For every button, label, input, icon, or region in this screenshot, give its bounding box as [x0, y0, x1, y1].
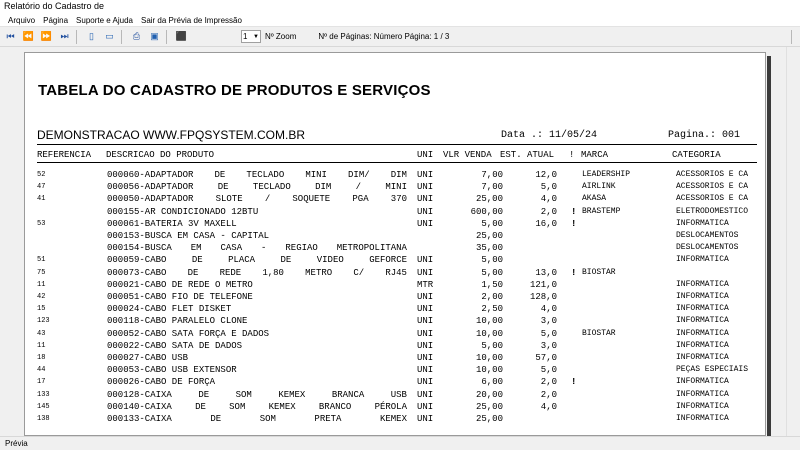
toolbar [0, 27, 800, 47]
cell-referencia: 133 [37, 390, 50, 399]
cell-uni: UNI [417, 389, 434, 400]
zoom-value: 1 [243, 32, 248, 41]
cell-categoria: INFORMATICA [676, 316, 729, 326]
cell-vlr-venda: 5,00 [481, 218, 503, 229]
cell-referencia: 51 [37, 256, 46, 265]
table-row [25, 303, 766, 315]
cell-descricao: 000053-CABO USB EXTENSOR [107, 365, 237, 376]
cell-categoria: INFORMATICA [676, 292, 729, 301]
cell-marca: BIOSTAR [582, 267, 616, 277]
cell-vlr-venda: 7,00 [481, 170, 503, 180]
cell-categoria: INFORMATICA [676, 353, 729, 362]
cell-categoria: INFORMATICA [676, 255, 729, 265]
cell-vlr-venda: 25,00 [475, 414, 503, 424]
cell-vlr-venda: 35,00 [475, 243, 503, 254]
cell-uni: UNI [417, 304, 434, 315]
cell-vlr-venda: 5,00 [481, 267, 503, 278]
first-page-icon[interactable]: ⏮ [6, 31, 15, 41]
export-icon[interactable]: ▣ [150, 31, 159, 41]
cell-categoria: INFORMATICA [676, 340, 729, 350]
cell-categoria: ACESSORIOS E CA [676, 170, 749, 179]
cell-est-atual: 5,0 [540, 365, 557, 376]
cell-descricao: 000050-ADAPTADOR SLOTE / SOQUETE PGA 370 [107, 194, 407, 205]
cell-vlr-venda: 10,00 [475, 365, 503, 376]
table-row [25, 169, 766, 181]
table-row [25, 279, 766, 291]
cell-est-atual: 12,0 [535, 170, 557, 180]
cell-vlr-venda: 10,00 [475, 353, 503, 363]
cell-referencia: 52 [37, 171, 46, 179]
cell-categoria: ACESSORIOS E CA [676, 182, 749, 192]
cell-uni: UNI [417, 292, 434, 302]
cell-uni: UNI [417, 206, 434, 217]
cell-descricao: 000022-CABO SATA DE DADOS [107, 340, 243, 351]
header-top-rule [37, 144, 757, 145]
cell-vlr-venda: 25,00 [475, 401, 503, 412]
col-est-atual: EST. ATUAL [500, 150, 555, 160]
cell-marca: AIRLINK [582, 182, 616, 192]
preview-area[interactable] [0, 47, 800, 436]
cell-est-atual: 128,0 [529, 292, 557, 302]
page-width-icon[interactable]: ▭ [105, 31, 114, 41]
cell-descricao: 000073-CABO DE REDE 1,80 METRO C/ RJ45 [107, 267, 407, 278]
menu-bar [0, 14, 800, 27]
cell-descricao: 000021-CABO DE REDE O METRO [107, 279, 253, 290]
cell-flag: ! [571, 218, 577, 229]
cell-categoria: DESLOCAMENTOS [676, 231, 739, 240]
cell-est-atual: 2,0 [540, 389, 557, 400]
report-page [24, 52, 766, 436]
col-vlr-venda: VLR VENDA [443, 150, 492, 160]
cell-flag: ! [571, 377, 577, 388]
cell-est-atual: 4,0 [540, 401, 557, 412]
cell-est-atual: 5,0 [540, 182, 557, 193]
cell-categoria: INFORMATICA [676, 328, 729, 338]
cell-vlr-venda: 5,00 [481, 340, 503, 351]
menu-arquivo[interactable]: Arquivo [8, 16, 36, 25]
cell-est-atual: 121,0 [529, 279, 557, 290]
cell-uni: UNI [417, 194, 434, 205]
cell-vlr-venda: 25,00 [475, 194, 503, 205]
cell-uni: UNI [417, 328, 434, 339]
cell-uni: UNI [417, 255, 434, 266]
cell-uni: UNI [417, 316, 434, 327]
cell-referencia: 11 [37, 280, 46, 289]
page-info: Nº de Páginas: Número Página: 1 / 3 [318, 32, 450, 41]
table-row [25, 267, 766, 279]
zoom-select[interactable] [241, 30, 261, 43]
table-row [25, 315, 766, 327]
col-categoria: CATEGORIA [672, 150, 721, 160]
cell-descricao: 000153-BUSCA EM CASA - CAPITAL [107, 231, 270, 241]
cell-categoria: DESLOCAMENTOS [676, 243, 739, 253]
cell-marca: BIOSTAR [582, 328, 616, 338]
cell-vlr-venda: 7,00 [481, 182, 503, 193]
cell-referencia: 44 [37, 366, 46, 375]
cell-descricao: 000133-CAIXA DE SOM PRETA KEMEX [107, 414, 407, 424]
table-row [25, 193, 766, 205]
cell-categoria: INFORMATICA [676, 218, 729, 228]
table-row [25, 242, 766, 254]
cell-est-atual: 16,0 [535, 218, 557, 229]
cell-vlr-venda: 10,00 [475, 328, 503, 339]
cell-vlr-venda: 2,00 [481, 292, 503, 302]
cell-est-atual: 13,0 [535, 267, 557, 278]
table-row [25, 364, 766, 376]
header-bottom-rule [37, 162, 757, 163]
cell-vlr-venda: 5,00 [481, 255, 503, 266]
table-row [25, 413, 766, 425]
chevron-down-icon: ▼ [253, 33, 259, 40]
cell-marca: LEADERSHIP [582, 170, 631, 179]
cell-descricao: 000059-CABO DE PLACA DE VIDEO GEFORCE [107, 255, 407, 266]
cell-descricao: 000155-AR CONDICIONADO 12BTU [107, 206, 259, 217]
cell-descricao: 000061-BATERIA 3V MAXELL [107, 218, 237, 229]
cell-vlr-venda: 600,00 [470, 206, 503, 217]
toolbar-separator [76, 30, 77, 44]
cell-vlr-venda: 6,00 [481, 377, 503, 388]
cell-vlr-venda: 20,00 [475, 389, 503, 400]
cell-categoria: INFORMATICA [676, 377, 729, 387]
zoom-label: Nº Zoom [265, 32, 297, 41]
status-bar: Prévia [0, 436, 800, 450]
table-row [25, 230, 766, 242]
cell-referencia: 15 [37, 305, 46, 314]
cell-marca: BRASTEMP [582, 206, 621, 216]
cell-est-atual: 4,0 [540, 194, 557, 205]
cell-est-atual: 4,0 [540, 304, 557, 315]
cell-est-atual: 3,0 [540, 316, 557, 327]
col-flag: ! [569, 150, 575, 160]
cell-referencia: 18 [37, 354, 46, 362]
cell-categoria: PEÇAS ESPECIAIS [676, 365, 749, 375]
cell-vlr-venda: 1,50 [481, 279, 503, 290]
next-page-icon[interactable]: ⏩ [40, 31, 53, 41]
menu-pagina[interactable]: Página [43, 16, 69, 25]
cell-est-atual: 57,0 [535, 353, 557, 363]
cell-descricao: 000052-CABO SATA FORÇA E DADOS [107, 328, 270, 339]
table-row [25, 340, 766, 352]
table-row [25, 254, 766, 266]
cell-est-atual: 3,0 [540, 340, 557, 351]
col-descricao: DESCRICAO DO PRODUTO [106, 150, 215, 160]
vertical-scrollbar[interactable] [786, 47, 800, 436]
menu-sair-previa[interactable]: Sair da Prévia de Impressão [140, 16, 242, 25]
cell-referencia: 11 [37, 341, 46, 350]
table-row [25, 206, 766, 218]
cell-descricao: 000140-CAIXA DE SOM KEMEX BRANCO PÉROLA [107, 401, 407, 412]
cell-uni: UNI [417, 353, 434, 363]
cell-referencia: 41 [37, 195, 46, 204]
cell-descricao: 000024-CABO FLET DISKET [107, 304, 232, 315]
col-uni: UNI [417, 150, 434, 160]
cell-referencia: 53 [37, 219, 46, 228]
table-row [25, 376, 766, 388]
cell-categoria: INFORMATICA [676, 414, 729, 423]
last-page-icon[interactable]: ⏭ [60, 31, 69, 41]
print-icon[interactable]: ⎙ [132, 31, 141, 41]
cell-descricao: 000027-CABO USB [107, 353, 189, 363]
col-marca: MARCA [581, 150, 609, 160]
cell-uni: MTR [417, 279, 434, 290]
cell-descricao: 000128-CAIXA DE SOM KEMEX BRANCA USB [107, 389, 407, 400]
cell-referencia: 17 [37, 378, 46, 387]
report-page-number: Pagina.: 001 [668, 130, 741, 141]
previous-page-icon[interactable]: ⏪ [22, 31, 35, 41]
cell-categoria: INFORMATICA [676, 304, 729, 314]
report-date: Data .: 11/05/24 [501, 130, 598, 141]
window-title: Relatório do Cadastro de [0, 0, 800, 14]
cell-est-atual: 2,0 [540, 206, 557, 217]
cell-descricao: 000056-ADAPTADOR DE TECLADO DIM / MINI [107, 182, 407, 193]
table-row [25, 328, 766, 340]
cell-referencia: 138 [37, 415, 50, 423]
cell-descricao: 000026-CABO DE FORÇA [107, 377, 216, 388]
table-row [25, 401, 766, 413]
table-row [25, 389, 766, 401]
cell-descricao: 000060-ADAPTADOR DE TECLADO MINI DIM/ DIM [107, 170, 407, 180]
cell-uni: UNI [417, 170, 434, 180]
toolbar-separator [121, 30, 122, 44]
menu-suporte-ajuda[interactable]: Suporte e Ajuda [76, 16, 133, 25]
cell-uni: UNI [417, 340, 434, 351]
table-row [25, 352, 766, 364]
cell-uni: UNI [417, 377, 434, 388]
cell-referencia: 123 [37, 317, 50, 326]
cell-est-atual: 5,0 [540, 328, 557, 339]
toolbar-separator [791, 30, 792, 44]
company-name: DEMONSTRACAO WWW.FPQSYSTEM.COM.BR [37, 128, 306, 142]
toolbar-separator [166, 30, 167, 44]
single-page-icon[interactable]: ▯ [89, 31, 94, 41]
cell-uni: UNI [417, 401, 434, 412]
cell-referencia: 42 [37, 293, 46, 301]
cell-descricao: 000154-BUSCA EM CASA - REGIAO METROPOLITANA [107, 243, 407, 254]
cell-vlr-venda: 2,50 [481, 304, 503, 315]
cell-referencia: 75 [37, 268, 46, 277]
cell-categoria: INFORMATICA [676, 279, 729, 289]
table-row [25, 218, 766, 230]
cell-vlr-venda: 25,00 [475, 231, 503, 241]
cell-descricao: 000118-CABO PARALELO CLONE [107, 316, 248, 327]
report-title: TABELA DO CADASTRO DE PRODUTOS E SERVIÇOS [38, 82, 431, 99]
pdf-icon[interactable]: ⬛ [175, 31, 188, 41]
cell-uni: UNI [417, 267, 434, 278]
cell-uni: UNI [417, 182, 434, 193]
cell-marca: AKASA [582, 194, 607, 204]
table-row [25, 181, 766, 193]
cell-uni: UNI [417, 414, 434, 424]
cell-descricao: 000051-CABO FIO DE TELEFONE [107, 292, 253, 302]
cell-uni: UNI [417, 218, 434, 229]
page-shadow [767, 56, 771, 436]
cell-categoria: ACESSORIOS E CA [676, 194, 749, 204]
col-referencia: REFERENCIA [37, 150, 92, 160]
cell-uni: UNI [417, 365, 434, 376]
cell-est-atual: 2,0 [540, 377, 557, 388]
cell-flag: ! [571, 206, 577, 217]
table-row [25, 291, 766, 303]
cell-categoria: ELETRODOMESTICO [676, 206, 749, 216]
cell-flag: ! [571, 267, 577, 278]
cell-categoria: INFORMATICA [676, 389, 729, 399]
cell-referencia: 145 [37, 402, 50, 411]
cell-referencia: 47 [37, 183, 46, 192]
cell-categoria: INFORMATICA [676, 401, 729, 411]
cell-referencia: 43 [37, 329, 46, 338]
cell-vlr-venda: 10,00 [475, 316, 503, 327]
